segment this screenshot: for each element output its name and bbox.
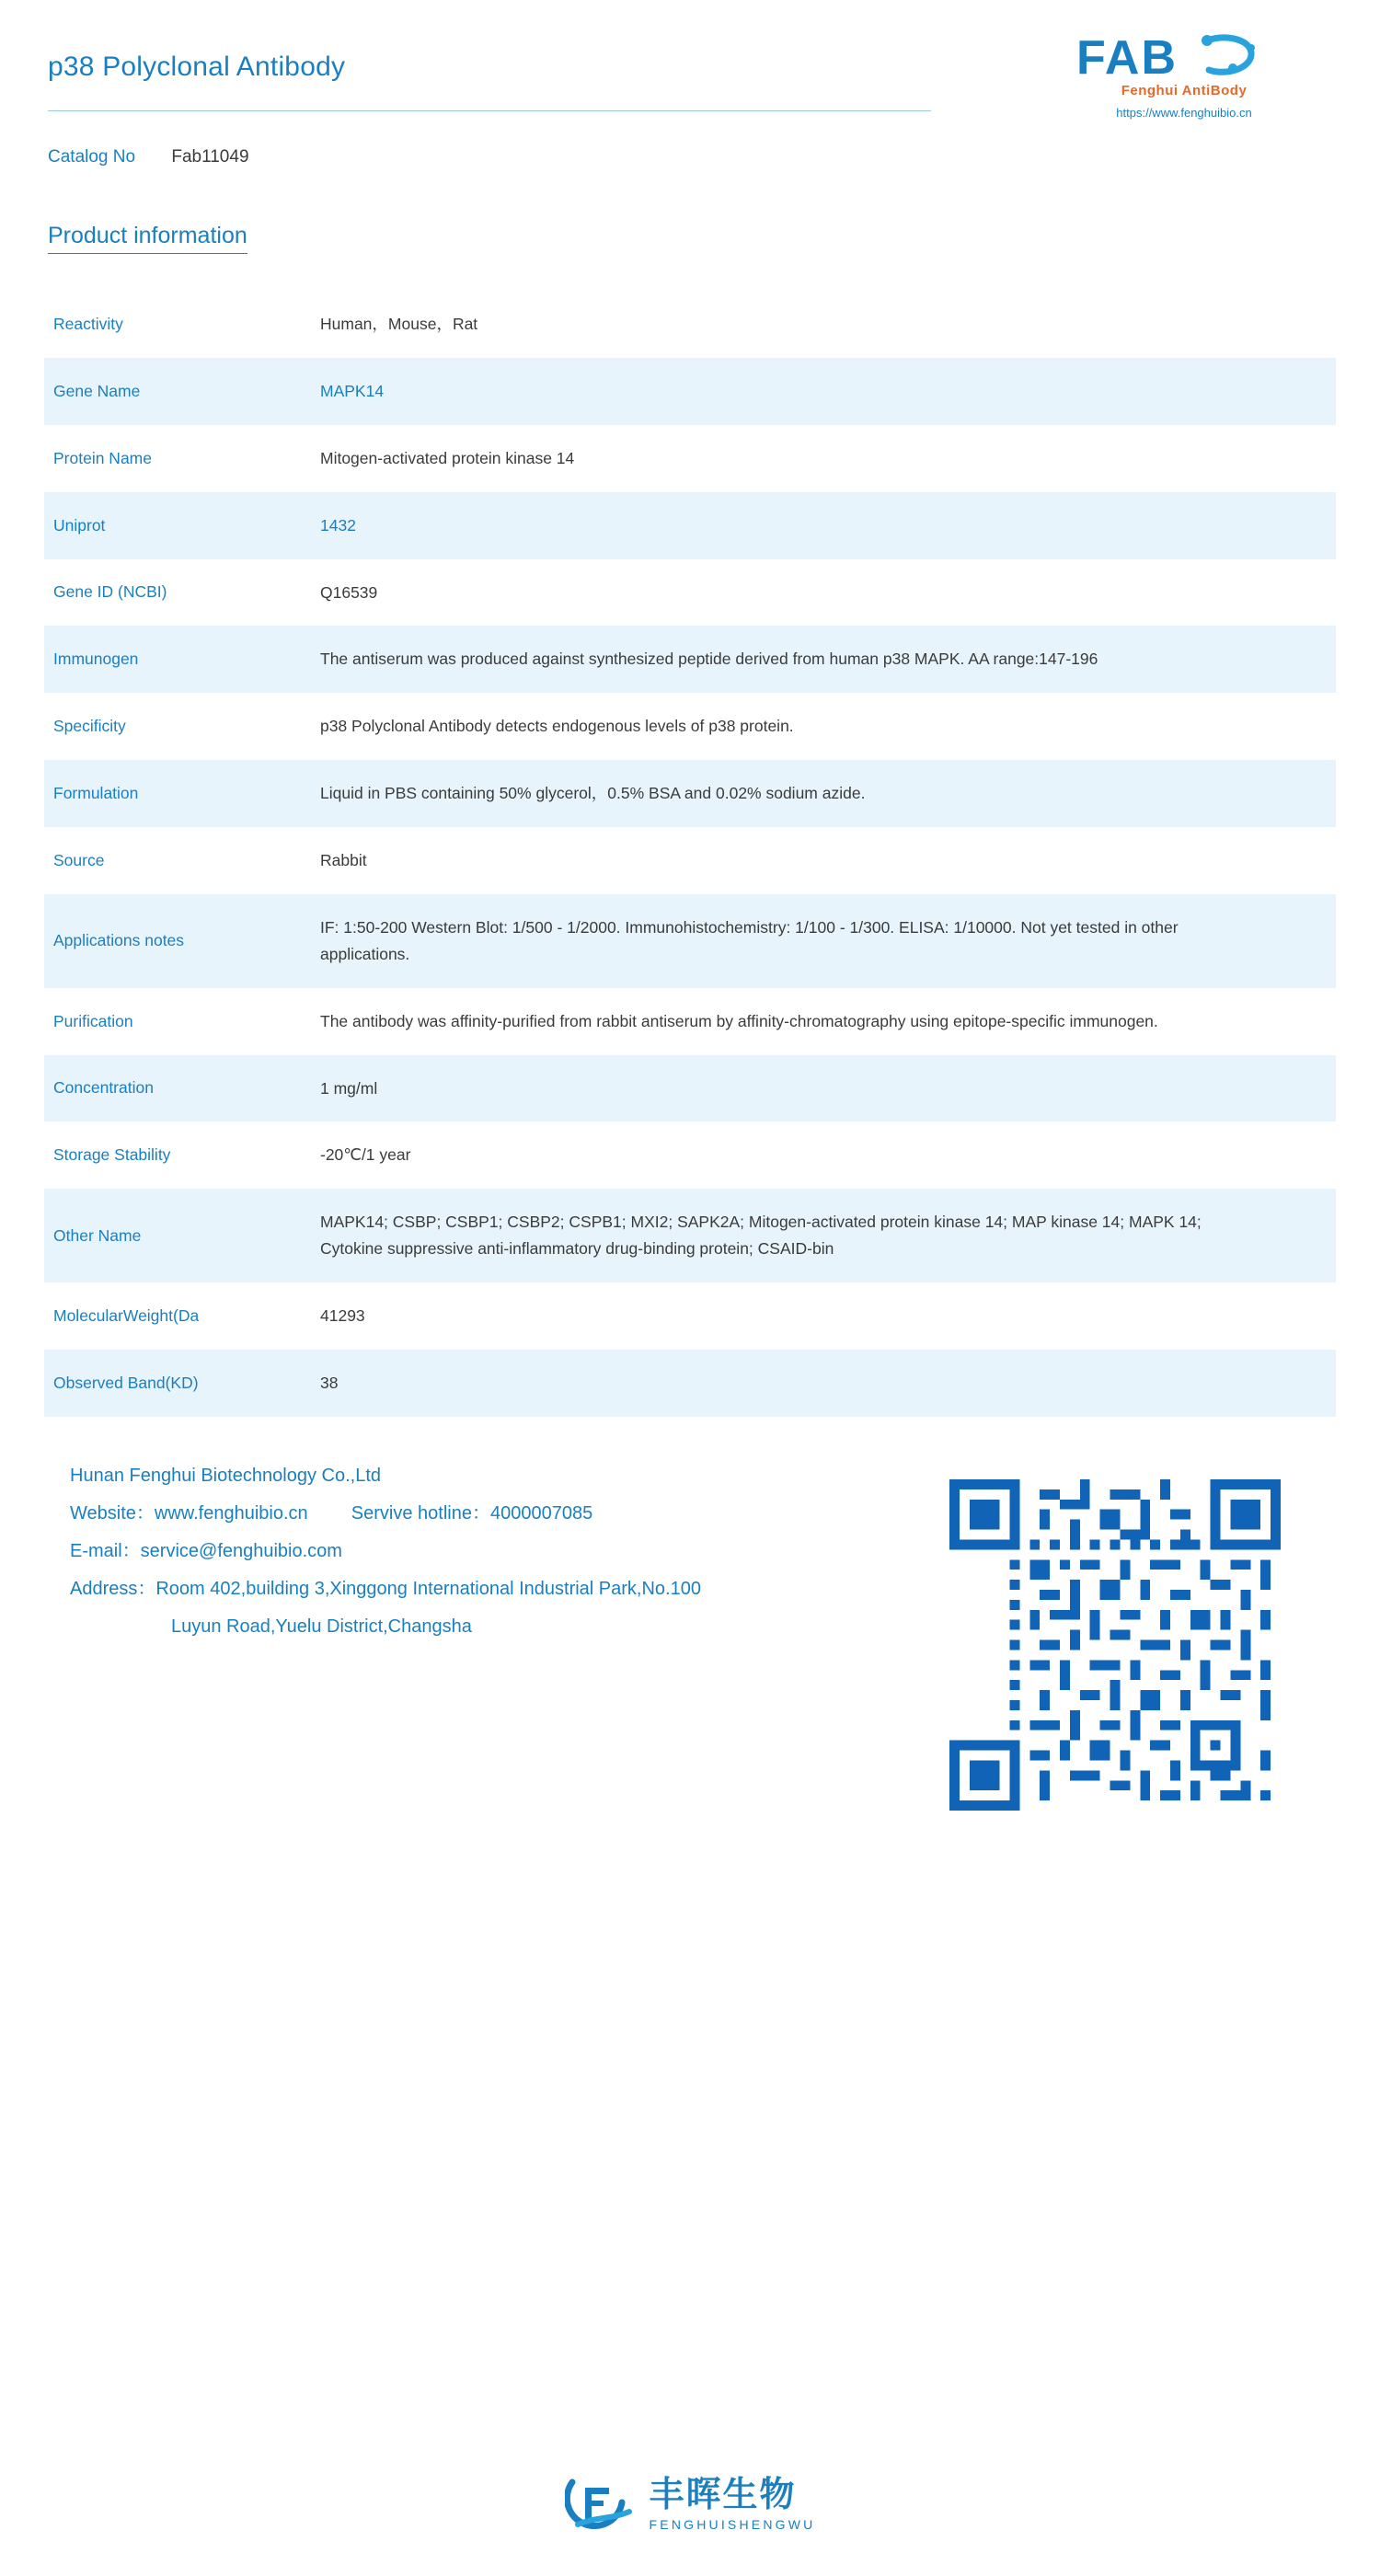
row-key: Uniprot [53,515,106,535]
page-title: p38 Polyclonal Antibody [48,52,346,82]
logo-subtitle: Fenghui AntiBody [1121,83,1248,98]
table-row [44,425,1336,492]
table-row [44,827,1336,894]
row-value: IF: 1:50-200 Western Blot: 1/500 - 1/2000. Immunohistochemistry: 1/100 - 1/300. ELISA: 1/10000. Not yet tested in other applications. [320,917,1179,963]
table-row [44,988,1336,1055]
row-key: Formulation [53,784,139,803]
fenghui-logo-icon [565,2471,637,2537]
table-row [44,626,1336,693]
row-value: MAPK14 [320,381,385,400]
row-value: Mitogen-activated protein kinase 14 [320,448,575,467]
row-value: 41293 [320,1306,365,1325]
table-row [44,1282,1336,1350]
row-key: Storage Stability [53,1145,171,1165]
brand-footer [0,2471,1380,2537]
footer-address-2: Luyun Road,Yuelu District,Changsha [171,1616,472,1637]
row-value: Liquid in PBS containing 50% glycerol，0.5% BSA and 0.02% sodium azide. [320,784,866,803]
row-value: The antiserum was produced against synthesized peptide derived from human p38 MAPK. AA range:147-196 [320,650,1098,669]
catalog-row [48,147,1336,178]
table-row [44,760,1336,827]
table-row [44,559,1336,627]
row-key: MolecularWeight(Da [53,1305,200,1325]
row-key: Observed Band(KD) [53,1373,199,1392]
svg-text:FAB: FAB [1076,31,1178,85]
row-key: Applications notes [53,931,185,950]
row-key: Gene Name [53,381,141,400]
brand-text [649,2475,816,2532]
document-footer [44,1457,1336,1733]
footer-website: Website：www.fenghuibio.cn [70,1502,308,1524]
row-key: Immunogen [53,650,139,669]
table-row [44,492,1336,559]
row-value: Rabbit [320,851,367,869]
footer-email: E-mail：service@fenghuibio.com [70,1540,342,1561]
table-row [44,291,1336,358]
table-row [44,894,1336,988]
row-value: -20℃/1 year [320,1145,411,1165]
table-row [44,358,1336,425]
brand-name-en: FENGHUISHENGWU [649,2516,816,2532]
row-value: MAPK14; CSBP; CSBP1; CSBP2; CSPB1; MXI2; SAPK2A; Mitogen-activated protein kinase 14; MAP kinase 14; MAPK 14; Cytokine suppressive anti-inflammatory drug-binding protein; CSAID-bin [320,1213,1202,1259]
catalog-label: Catalog No [48,147,136,167]
row-key: Protein Name [53,448,152,467]
row-value: 1432 [320,515,356,535]
brand-name-cn: 丰晖生物 [649,2475,797,2514]
row-value: 38 [320,1373,339,1392]
section-heading-product-information: Product information [48,223,247,254]
table-row [44,1121,1336,1189]
row-key: Purification [53,1011,133,1030]
logo-website-url: https://www.fenghuibio.cn [1116,106,1252,120]
footer-company: Hunan Fenghui Biotechnology Co.,Ltd [70,1465,382,1486]
row-key: Gene ID (NCBI) [53,582,167,602]
footer-address: Address：Room 402,building 3,Xinggong International Industrial Park,No.100 [70,1578,701,1599]
row-value: Human，Mouse，Rat [320,315,478,333]
catalog-value: Fab11049 [171,147,249,167]
row-value: 1 mg/ml [320,1078,378,1098]
row-value: The antibody was affinity-purified from rabbit antiserum by affinity-chromatography using epitope-specific immunogen. [320,1011,1158,1030]
table-row [44,1189,1336,1282]
table-row [44,1350,1336,1417]
fab-logo-icon [1069,28,1299,85]
product-information-table [44,291,1336,1417]
title-divider [48,110,931,111]
footer-hotline: Servive hotline：4000007085 [351,1502,593,1524]
row-key: Reactivity [53,314,123,333]
row-value: p38 Polyclonal Antibody detects endogenous levels of p38 protein. [320,717,794,736]
row-key: Other Name [53,1225,142,1245]
row-key: Concentration [53,1078,154,1098]
qr-code [949,1479,1281,1811]
document-header [44,0,1336,138]
company-logo [1032,28,1336,120]
row-value: Q16539 [320,582,378,602]
table-row [44,693,1336,760]
row-key: Source [53,850,105,869]
table-row [44,1055,1336,1122]
row-key: Specificity [53,717,126,736]
